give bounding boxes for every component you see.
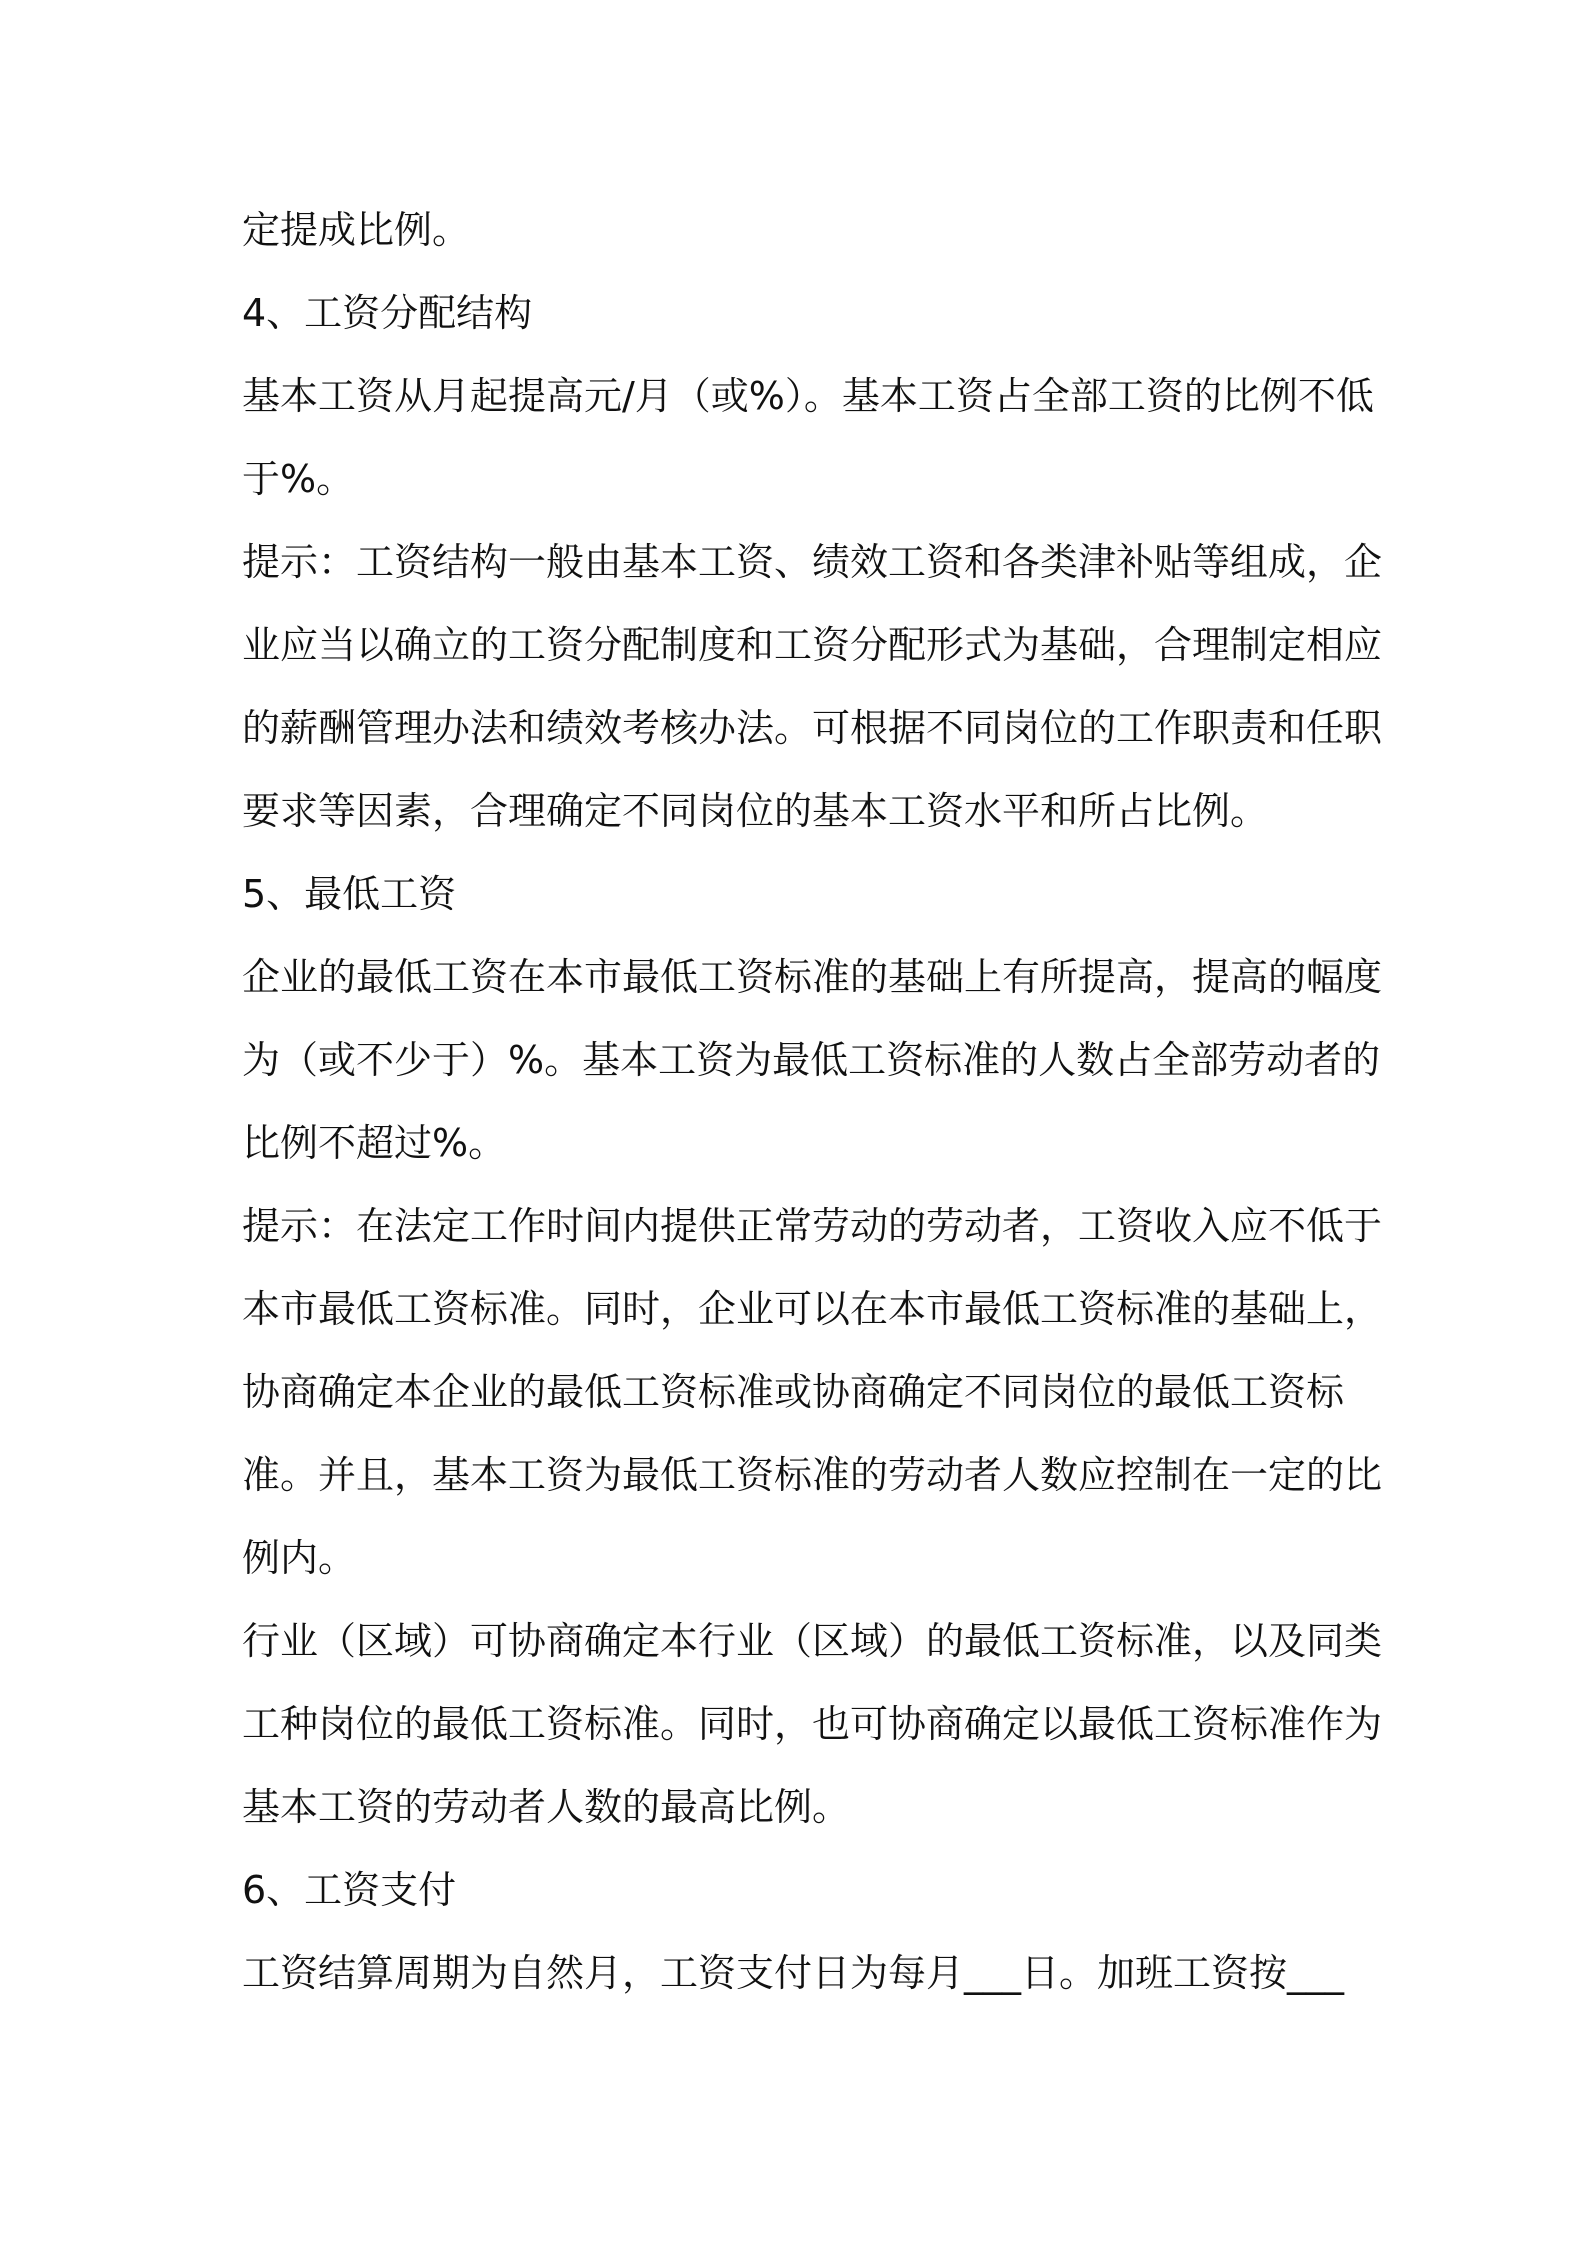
text-line-20: 基本工资的劳动者人数的最高比例。	[242, 1785, 851, 1829]
text-line-22: 工资结算周期为自然月，工资支付日为每月___日。加班工资按___	[242, 1951, 1345, 1995]
text-line-10: 企业的最低工资在本市最低工资标准的基础上有所提高，提高的幅度	[242, 955, 1383, 999]
text-line-18: 行业（区域）可协商确定本行业（区域）的最低工资标准，以及同类	[242, 1619, 1383, 1663]
section-heading-6: 6、工资支付	[242, 1868, 457, 1912]
text-line-5: 提示：工资结构一般由基本工资、绩效工资和各类津补贴等组成，企	[242, 540, 1383, 584]
text-line-15: 协商确定本企业的最低工资标准或协商确定不同岗位的最低工资标	[242, 1370, 1345, 1414]
text-line-7: 的薪酬管理办法和绩效考核办法。可根据不同岗位的工作职责和任职	[242, 706, 1383, 750]
text-line-19: 工种岗位的最低工资标准。同时，也可协商确定以最低工资标准作为	[242, 1702, 1383, 1746]
text-line-17: 例内。	[242, 1536, 357, 1580]
text-line-12: 比例不超过%。	[242, 1121, 507, 1165]
text-line-3: 基本工资从月起提高元/月（或%）。基本工资占全部工资的比例不低	[242, 374, 1374, 418]
text-line-11: 为（或不少于）%。基本工资为最低工资标准的人数占全部劳动者的	[242, 1038, 1381, 1082]
text-line-8: 要求等因素，合理确定不同岗位的基本工资水平和所占比例。	[242, 789, 1269, 833]
text-line-1: 定提成比例。	[242, 208, 471, 252]
section-heading-5: 5、最低工资	[242, 872, 457, 916]
text-line-16: 准。并且，基本工资为最低工资标准的劳动者人数应控制在一定的比	[242, 1453, 1383, 1497]
text-line-14: 本市最低工资标准。同时，企业可以在本市最低工资标准的基础上，	[242, 1287, 1383, 1331]
section-heading-4: 4、工资分配结构	[242, 291, 533, 335]
text-line-6: 业应当以确立的工资分配制度和工资分配形式为基础，合理制定相应	[242, 623, 1383, 667]
text-line-13: 提示：在法定工作时间内提供正常劳动的劳动者，工资收入应不低于	[242, 1204, 1383, 1248]
text-line-4: 于%。	[242, 457, 355, 501]
